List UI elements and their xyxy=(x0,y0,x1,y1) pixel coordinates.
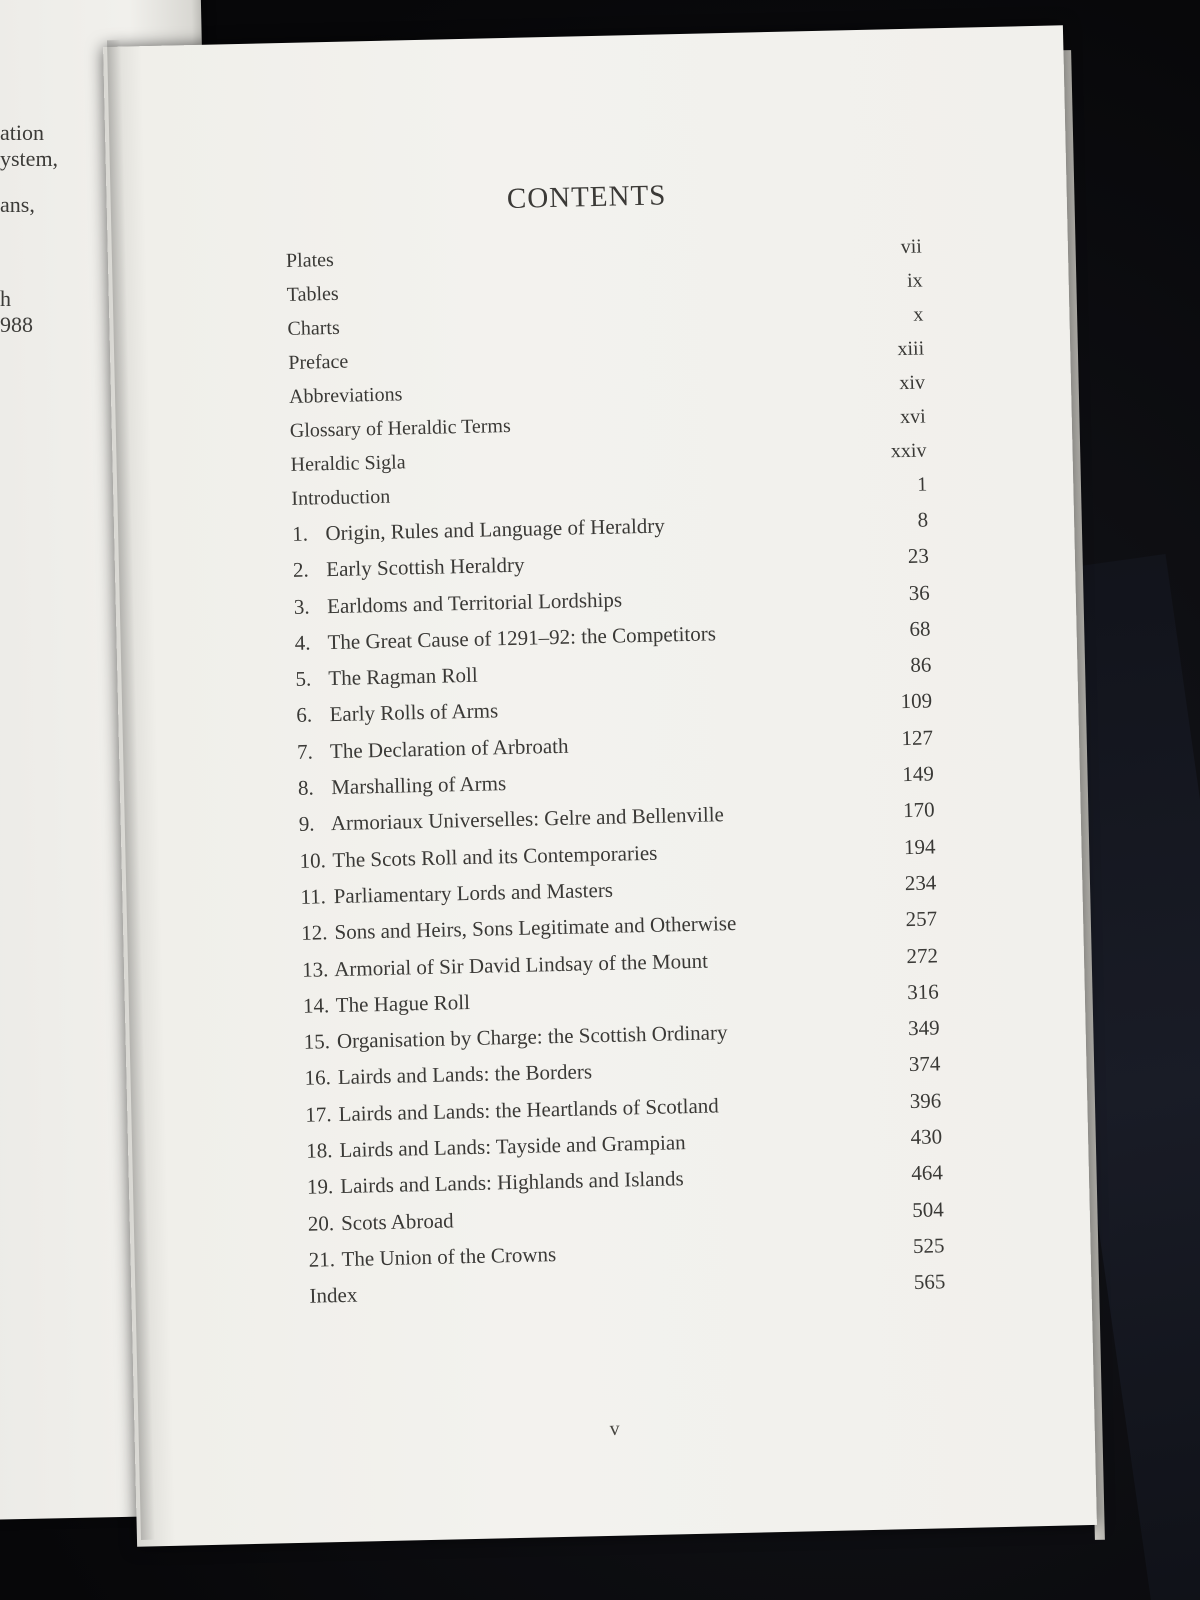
chapter-title: Earldoms and Territorial Lordships xyxy=(326,587,623,618)
chapter-title: Organisation by Charge: the Scottish Ordinary xyxy=(336,1020,728,1054)
chapter-number: 16. xyxy=(304,1065,332,1091)
chapter-page: 374 xyxy=(908,1051,941,1077)
chapter-title: Early Scottish Heraldry xyxy=(325,552,525,582)
chapter-page: 234 xyxy=(904,870,937,896)
chapter-title: Lairds and Lands: the Borders xyxy=(337,1059,593,1090)
table-of-contents xyxy=(286,236,946,1321)
toc-entry-label: Charts xyxy=(287,316,341,340)
chapter-number: 6. xyxy=(296,703,313,728)
page-folio: v xyxy=(609,1417,620,1440)
chapter-page: 149 xyxy=(902,761,935,787)
chapter-number: 4. xyxy=(294,630,311,655)
chapter-number: 11. xyxy=(300,884,327,909)
chapter-page: 525 xyxy=(912,1233,945,1258)
toc-entry-label: Index xyxy=(309,1282,358,1308)
chapter-title: Early Rolls of Arms xyxy=(329,698,499,727)
chapter-title: Sons and Heirs, Sons Legitimate and Otherwise xyxy=(334,911,737,945)
toc-entry-label: Heraldic Sigla xyxy=(290,451,406,476)
chapter-page: 257 xyxy=(905,906,938,932)
toc-entry-page: xiv xyxy=(899,371,926,395)
left-fragment: 988 xyxy=(0,312,33,337)
chapter-title: Lairds and Lands: the Heartlands of Scotland xyxy=(338,1093,720,1126)
chapter-page: 316 xyxy=(906,979,940,1004)
toc-entry-page: x xyxy=(913,303,924,326)
chapter-title: Origin, Rules and Language of Heraldry xyxy=(325,513,666,546)
chapter-page: 194 xyxy=(903,834,936,859)
toc-entry-label: Abbreviations xyxy=(288,383,403,408)
chapter-page: 127 xyxy=(901,725,934,750)
toc-entry-page: xiii xyxy=(897,337,925,361)
chapter-page: 504 xyxy=(911,1196,944,1222)
toc-entry-page: 1 xyxy=(916,473,928,496)
toc-entry-page: xvi xyxy=(899,405,926,429)
chapter-title: Armoriaux Universelles: Gelre and Bellenville xyxy=(330,802,725,836)
chapter-page: 430 xyxy=(910,1124,943,1150)
chapter-page: 396 xyxy=(909,1088,942,1113)
contents-page xyxy=(103,25,1097,1546)
chapter-number: 7. xyxy=(296,739,314,764)
chapter-page: 170 xyxy=(902,797,935,823)
chapter-page: 86 xyxy=(910,652,932,678)
chapter-number: 1. xyxy=(291,521,309,546)
chapter-number: 20. xyxy=(307,1210,335,1236)
toc-entry-label: Glossary of Heraldic Terms xyxy=(289,414,512,442)
chapter-number: 19. xyxy=(306,1174,334,1200)
chapter-title: The Union of the Crowns xyxy=(341,1242,557,1271)
chapter-number: 2. xyxy=(292,557,310,583)
chapter-page: 23 xyxy=(907,543,930,569)
left-fragment: ans, xyxy=(0,192,35,217)
chapter-number: 12. xyxy=(300,920,328,946)
left-fragment: ystem, xyxy=(0,146,59,171)
chapter-title: Lairds and Lands: Highlands and Islands xyxy=(339,1166,684,1199)
chapter-page: 36 xyxy=(908,580,930,605)
chapter-number: 17. xyxy=(305,1101,332,1127)
chapter-number: 10. xyxy=(299,847,327,873)
toc-entry-label: Plates xyxy=(285,248,335,272)
chapter-title: The Declaration of Arbroath xyxy=(329,733,569,763)
toc-entry-page: 565 xyxy=(913,1269,946,1295)
left-fragment: h xyxy=(0,286,11,311)
chapter-title: The Ragman Roll xyxy=(328,662,478,691)
chapter-title: Parliamentary Lords and Masters xyxy=(333,877,614,909)
page-title: CONTENTS xyxy=(506,179,667,215)
chapter-title: Lairds and Lands: Tayside and Grampian xyxy=(339,1130,686,1163)
chapter-title: Scots Abroad xyxy=(340,1208,454,1235)
chapter-page: 8 xyxy=(917,507,929,532)
left-fragment: ation xyxy=(0,120,44,145)
chapter-number: 5. xyxy=(295,666,312,692)
toc-entry-label: Tables xyxy=(286,282,339,306)
chapter-title: The Great Cause of 1291–92: the Competitors xyxy=(327,621,717,655)
chapter-page: 68 xyxy=(909,616,931,641)
chapter-title: The Scots Roll and its Contemporaries xyxy=(332,840,658,872)
toc-entry-label: Preface xyxy=(288,350,349,374)
chapter-number: 18. xyxy=(305,1138,333,1163)
toc-entry-page: vii xyxy=(900,235,923,259)
chapter-number: 3. xyxy=(293,594,310,619)
chapter-page: 109 xyxy=(900,688,933,714)
chapter-number: 15. xyxy=(303,1029,331,1054)
chapter-number: 13. xyxy=(301,956,329,982)
chapter-title: The Hague Roll xyxy=(335,989,471,1017)
chapter-page: 349 xyxy=(907,1015,940,1041)
chapter-number: 14. xyxy=(302,993,330,1018)
chapter-page: 464 xyxy=(911,1160,944,1186)
chapter-number: 21. xyxy=(308,1247,336,1272)
chapter-title: Marshalling of Arms xyxy=(330,771,507,800)
chapter-number: 8. xyxy=(297,775,314,800)
chapter-number: 9. xyxy=(298,811,315,837)
chapter-page: 272 xyxy=(906,942,939,968)
toc-entry-page: ix xyxy=(906,269,923,292)
chapter-title: Armorial of Sir David Lindsay of the Mount xyxy=(333,948,709,981)
toc-entry-label: Introduction xyxy=(291,485,391,510)
toc-entry-page: xxiv xyxy=(890,439,927,463)
